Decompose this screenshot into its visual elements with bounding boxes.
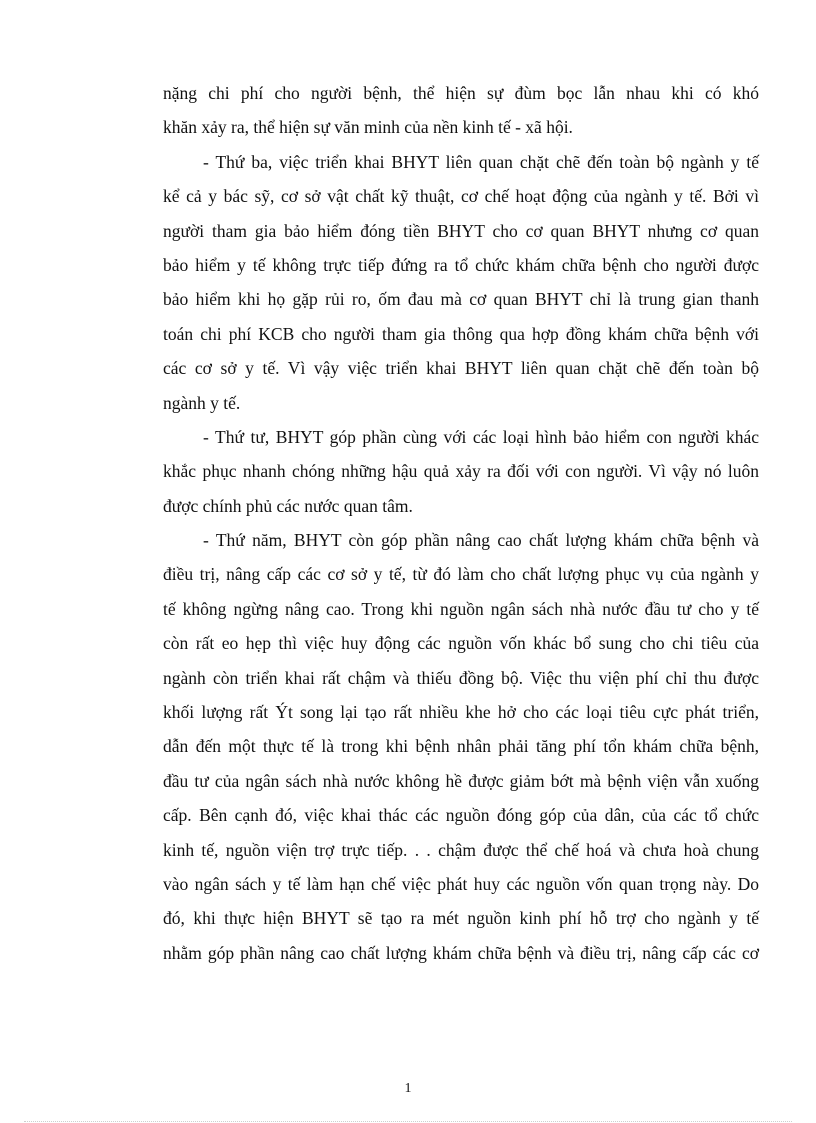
text-line: - Thứ tư, BHYT góp phần cùng với các loại hình bảo hiểm con người khác bbox=[203, 426, 759, 447]
text-line: toán chi phí KCB cho người tham gia thông qua hợp đồng khám chữa bệnh với bbox=[163, 323, 759, 344]
text-line: bảo hiểm y tế không trực tiếp đứng ra tổ chức khám chữa bệnh cho người được bbox=[163, 254, 759, 275]
text-line: khối lượng rất Ýt song lại tạo rất nhiều khe hở cho các loại tiêu cực phát triển, bbox=[163, 702, 759, 723]
text-line: đầu tư của ngân sách nhà nước không hề được giảm bớt mà bệnh viện vẫn xuống bbox=[163, 770, 759, 791]
text-line: người tham gia bảo hiểm đóng tiền BHYT cho cơ quan BHYT nhưng cơ quan bbox=[163, 220, 759, 241]
text-line: các cơ sở y tế. Vì vậy việc triển khai BHYT liên quan chặt chẽ đến toàn bộ bbox=[163, 358, 759, 379]
text-line: - Thứ ba, việc triển khai BHYT liên quan chặt chẽ đến toàn bộ ngành y tế bbox=[203, 151, 759, 172]
footer-divider bbox=[24, 1121, 792, 1122]
text-line: bảo hiểm khi họ gặp rủi ro, ốm đau mà cơ quan BHYT chỉ là trung gian thanh bbox=[163, 289, 759, 310]
text-line: cấp. Bên cạnh đó, việc khai thác các nguồn đóng góp của dân, của các tổ chức bbox=[163, 805, 759, 826]
text-line: được chính phủ các nước quan tâm. bbox=[163, 495, 413, 516]
text-line: nhằm góp phần nâng cao chất lượng khám chữa bệnh và điều trị, nâng cấp các cơ bbox=[163, 942, 759, 963]
page-number: 1 bbox=[404, 1081, 412, 1096]
text-line: đó, khi thực hiện BHYT sẽ tạo ra mét nguồn kinh phí hỗ trợ cho ngành y tế bbox=[163, 908, 759, 929]
text-line: điều trị, nâng cấp các cơ sở y tế, từ đó làm cho chất lượng phục vụ của ngành y bbox=[163, 564, 759, 585]
text-line: - Thứ năm, BHYT còn góp phần nâng cao chất lượng khám chữa bệnh và bbox=[203, 530, 759, 551]
text-line: khắc phục nhanh chóng những hậu quả xảy ra đối với con người. Vì vậy nó luôn bbox=[163, 461, 759, 482]
text-line: vào ngân sách y tế làm hạn chế việc phát huy các nguồn vốn quan trọng này. Do bbox=[163, 873, 759, 894]
text-line: dẫn đến một thực tế là trong khi bệnh nhân phải tăng phí tổn khám chữa bệnh, bbox=[163, 736, 759, 757]
text-line: kể cả y bác sỹ, cơ sở vật chất kỹ thuật, cơ chế hoạt động của ngành y tế. Bởi vì bbox=[163, 186, 759, 207]
text-line: khăn xảy ra, thể hiện sự văn minh của nền kinh tế - xã hội. bbox=[163, 117, 573, 138]
text-line: tế không ngừng nâng cao. Trong khi nguồn ngân sách nhà nước đầu tư cho y tế bbox=[163, 598, 759, 619]
body-text bbox=[163, 76, 759, 970]
text-line: kinh tế, nguồn viện trợ trực tiếp. . . chậm được thể chế hoá và chưa hoà chung bbox=[163, 839, 759, 860]
text-line: ngành y tế. bbox=[163, 392, 241, 413]
text-line: nặng chi phí cho người bệnh, thể hiện sự đùm bọc lẫn nhau khi có khó bbox=[163, 83, 759, 103]
text-line: còn rất eo hẹp thì việc huy động các nguồn vốn khác bổ sung cho chi tiêu của bbox=[163, 633, 759, 654]
text-line: ngành còn triển khai rất chậm và thiếu đồng bộ. Việc thu viện phí chỉ thu được bbox=[163, 667, 759, 688]
